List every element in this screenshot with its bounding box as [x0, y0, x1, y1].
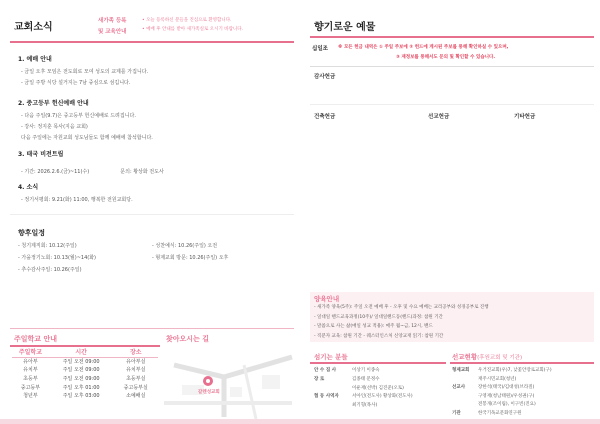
guide-list: - 새가족 양육(5주): 주일 오전 예배 후 - 오후 및 수요 예배는 교리공부와 성경공부로 진행 - 일대일 핸드교육과정(10주)/ 일대일핸드동(핸드)과정: 참원 기간 - 말씀으로 사는 삶(매일 성교 적용): 매주 월~금, 12시, 밴드 - 직분자 교육: 참원 기간 - 퀘스터인스처 신앙교재 읽기: 참원 기간 [314, 305, 489, 339]
location-pin-icon [203, 376, 213, 386]
sunday-school-table [12, 347, 158, 400]
mission-rule [450, 362, 594, 364]
news-divider [10, 214, 294, 215]
news-section-3: 3. 태국 비전트립 - 기간: 2026.2.6.(금)~11(수) 문의: 황상화 전도사 [18, 151, 164, 175]
sunday-school-title: 주일학교 안내 [14, 335, 58, 343]
col-header: 시간 [75, 349, 87, 357]
table-row: 유치부 주일 오전 09:00 유치부실 [23, 367, 146, 374]
servants-title: 섬기는 분들 [314, 353, 348, 361]
mission-title: 선교현황(후원교회 및 기관) [452, 353, 523, 361]
header-divider [10, 41, 294, 43]
building-offering-label: 건축헌금 [314, 114, 336, 120]
table-row: 초등부 주일 오전 09:00 초등부실 [23, 375, 146, 382]
tithe-label: 십일조 [312, 46, 328, 52]
guide-title: 양육안내 [314, 295, 340, 303]
news-section-1: 1. 예배 안내 - 금일 오후 모임은 전도회로 모여 성도의 교제를 가집니다. - 금일 주방 식당 설거지는 7남 중심으로 섬깁니다. [18, 56, 149, 86]
table-row: 유아부 주일 오전 09:00 유아부실 [23, 359, 146, 366]
newcomer-notes: • 오늘 등록하신 분들을 진심으로 환영합니다. • 예배 후 안내를 받아 새가족실로 오시기 바랍니다. [142, 18, 244, 32]
offering-rule-1 [310, 104, 594, 105]
servants-rule [310, 362, 446, 364]
offering-divider [310, 36, 594, 38]
directions-title: 찾아오시는 길 [166, 335, 210, 343]
schedule-left: - 청기제직회: 10.12(주일) - 가을정기노회: 10.13(월)~14(화) - 추수감사주일: 10.26(주일) [18, 243, 96, 273]
map-church-label: 갈렌성교회 [198, 390, 220, 395]
other-offering-label: 기타헌금 [514, 114, 536, 120]
schedule-right: - 성찬예식: 10.26(주일) 오전 - 형제교회 방문: 10.26(주일) 오후 [152, 243, 229, 261]
map [164, 345, 294, 419]
offering-notice: ※ 모든 헌금 내역은 ① 주일 주보에 ② 헌드에 게시된 주보를 통해 확인하실 수 있으며, ③ 재정보를 통해서도 문의 및 확인할 수 있습니다. [338, 45, 509, 60]
left-footer-band [0, 419, 300, 424]
thanks-offering-label: 감사헌금 [314, 74, 336, 80]
bottom-divider [10, 328, 294, 329]
newcomer-label: 새가족 등록 및 교육안내 [98, 18, 127, 35]
table-row: 청년부 주일 오후 03:00 소예배실 [23, 393, 146, 400]
schedule-title: 향후일정 [18, 229, 46, 237]
news-section-2: 2. 중고등부 헌신예배 안내 - 다음 주일(9.7)은 중고등부 헌신예배로 드려집니다. - 강사: 정지훈 목사(지음 교회) 다음 주일에는 자원교회 성도님들도 함께 예배에 참석합니다. [18, 100, 153, 141]
news-section-4: 4. 소식 - 정기서평회: 9.21(화) 11:00, 행복한 전원교회당. [18, 184, 133, 203]
mission-list: 형제교회 우거진교회(우)7, 낮꽃안장로교회(구) 재주시민교회(청년) 선교사 장한석(태국)/김대성(브라질) 구영재(청남태원)/우성권(구) 전봉개(조이림), 이구빈(진요) 기관 한국기독교문화연구원 [452, 368, 552, 416]
church-news-title: 교회소식 [14, 22, 53, 33]
servants-list: 안 수 집 사 이상기 이종숙 장 로 김종태 문정수 이운재(선박) 김진준(오토) 협 동 사역자 서아인(전도사) 황상화(전도사) 최기형(목사) [314, 368, 413, 409]
right-footer-band [300, 419, 600, 424]
table-row: 중고등부 주일 오후 01:00 중고등부실 [20, 384, 148, 391]
notice-rule [310, 66, 594, 67]
map-graphic [164, 345, 294, 419]
col-header: 주일학교 [18, 349, 43, 357]
col-header: 장소 [129, 349, 142, 357]
mission-offering-label: 선교헌금 [428, 114, 450, 120]
offering-title: 향기로운 예물 [314, 22, 376, 33]
right-page [300, 0, 600, 424]
